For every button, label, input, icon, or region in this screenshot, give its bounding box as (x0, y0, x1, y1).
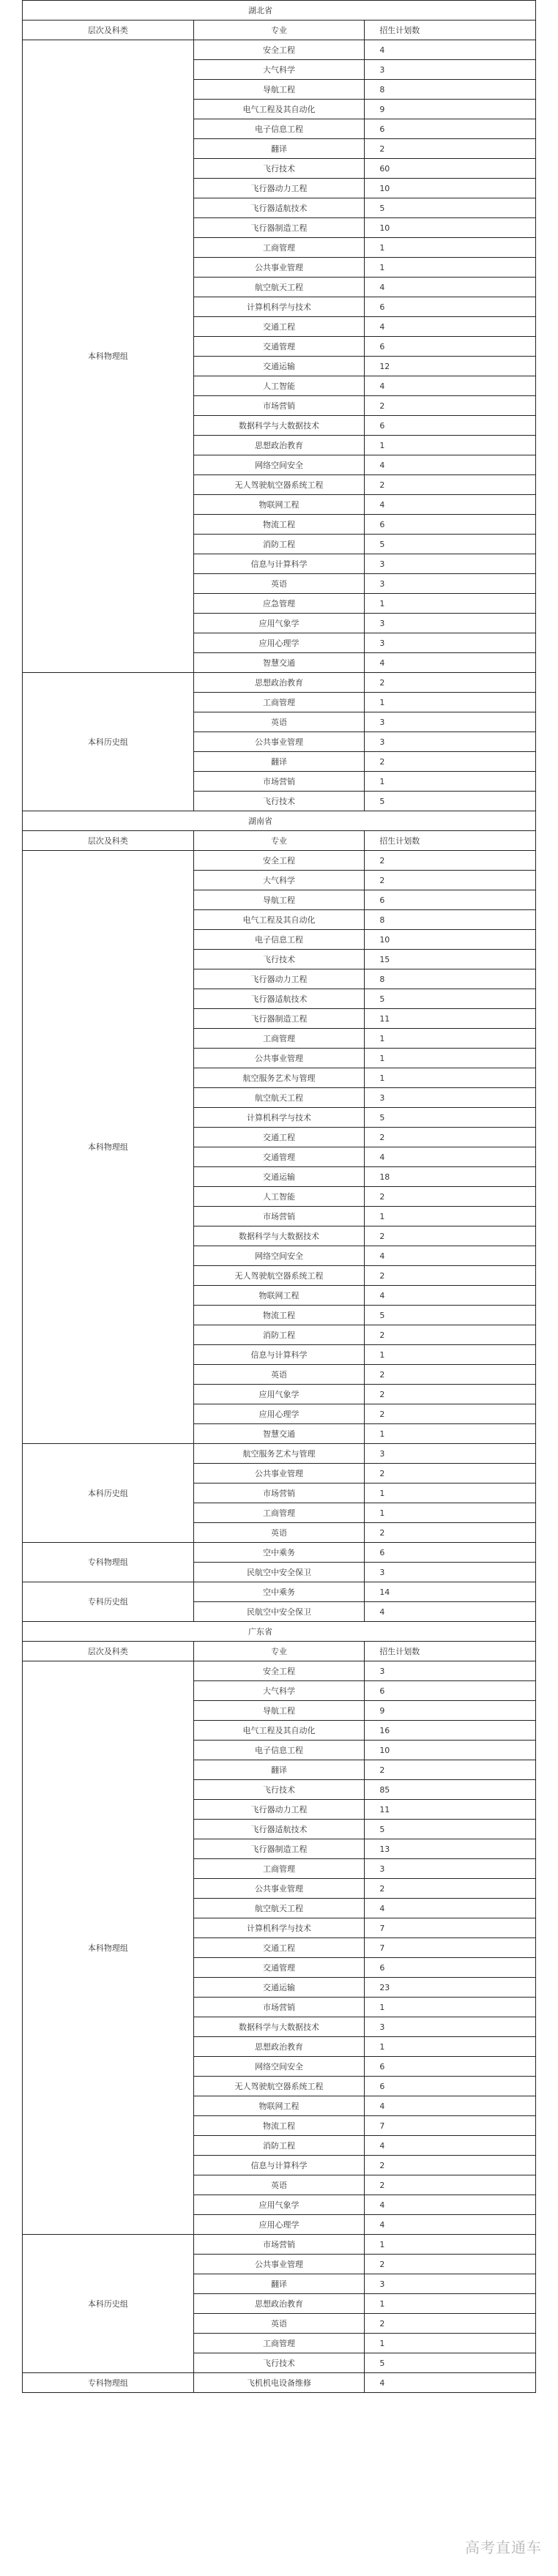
plan-count-cell: 5 (365, 2353, 536, 2373)
major-cell: 物流工程 (193, 1306, 365, 1325)
major-cell: 飞行器适航技术 (193, 1820, 365, 1839)
plan-count-cell: 5 (365, 792, 536, 811)
major-cell: 翻译 (193, 1760, 365, 1780)
major-cell: 工商管理 (193, 238, 365, 258)
plan-count-cell: 18 (365, 1167, 536, 1187)
major-cell: 飞行器适航技术 (193, 198, 365, 218)
plan-count-cell: 23 (365, 1978, 536, 1998)
major-cell: 导航工程 (193, 80, 365, 100)
major-cell: 安全工程 (193, 1661, 365, 1681)
plan-count-cell: 8 (365, 969, 536, 989)
major-cell: 大气科学 (193, 1681, 365, 1701)
plan-count-cell: 2 (365, 1523, 536, 1543)
header-plan: 招生计划数 (365, 1642, 536, 1661)
major-cell: 航空服务艺术与管理 (193, 1444, 365, 1464)
major-cell: 人工智能 (193, 1187, 365, 1207)
header-major: 专业 (193, 831, 365, 851)
header-plan: 招生计划数 (365, 831, 536, 851)
major-cell: 数据科学与大数据技术 (193, 416, 365, 436)
major-cell: 翻译 (193, 2274, 365, 2294)
major-cell: 数据科学与大数据技术 (193, 1226, 365, 1246)
major-cell: 电子信息工程 (193, 930, 365, 950)
table-row (23, 851, 536, 871)
major-cell: 思想政治教育 (193, 2294, 365, 2314)
major-cell: 应用气象学 (193, 2195, 365, 2215)
plan-count-cell: 3 (365, 1661, 536, 1681)
header-level: 层次及科类 (23, 1642, 194, 1661)
plan-count-cell: 2 (365, 1325, 536, 1345)
plan-count-cell: 6 (365, 416, 536, 436)
level-cell: 本科物理组 (23, 851, 194, 1444)
major-cell: 飞行器制造工程 (193, 218, 365, 238)
header-plan: 招生计划数 (365, 21, 536, 40)
plan-count-cell: 1 (365, 1503, 536, 1523)
major-cell: 航空航天工程 (193, 1088, 365, 1108)
major-cell: 英语 (193, 574, 365, 594)
table-row (23, 1444, 536, 1464)
plan-count-cell: 7 (365, 1918, 536, 1938)
plan-count-cell: 1 (365, 594, 536, 614)
major-cell: 物联网工程 (193, 2096, 365, 2116)
plan-count-cell: 3 (365, 614, 536, 633)
plan-count-cell: 11 (365, 1800, 536, 1820)
major-cell: 应用心理学 (193, 633, 365, 653)
province-title: 湖南省 (23, 811, 536, 831)
plan-count-cell: 4 (365, 2373, 536, 2393)
plan-count-cell: 4 (365, 653, 536, 673)
major-cell: 消防工程 (193, 1325, 365, 1345)
major-cell: 应用心理学 (193, 2215, 365, 2235)
table-row (23, 2235, 536, 2255)
plan-count-cell: 2 (365, 1404, 536, 1424)
plan-count-cell: 2 (365, 1879, 536, 1899)
plan-count-cell: 4 (365, 2096, 536, 2116)
major-cell: 公共事业管理 (193, 732, 365, 752)
major-cell: 物联网工程 (193, 1286, 365, 1306)
major-cell: 电气工程及其自动化 (193, 100, 365, 119)
major-cell: 应用气象学 (193, 614, 365, 633)
major-cell: 公共事业管理 (193, 1464, 365, 1484)
plan-count-cell: 4 (365, 455, 536, 475)
major-cell: 飞行器适航技术 (193, 989, 365, 1009)
major-cell: 交通运输 (193, 1978, 365, 1998)
province-title-row (23, 1, 536, 21)
table-row (23, 40, 536, 60)
plan-count-cell: 10 (365, 179, 536, 198)
major-cell: 安全工程 (193, 851, 365, 871)
plan-count-cell: 2 (365, 1760, 536, 1780)
major-cell: 交通工程 (193, 1128, 365, 1147)
major-cell: 电子信息工程 (193, 1741, 365, 1760)
province-title-row (23, 811, 536, 831)
major-cell: 英语 (193, 2175, 365, 2195)
plan-count-cell: 4 (365, 2195, 536, 2215)
plan-count-cell: 2 (365, 2255, 536, 2274)
major-cell: 飞行技术 (193, 2353, 365, 2373)
level-cell: 专科物理组 (23, 2373, 194, 2393)
major-cell: 飞行技术 (193, 950, 365, 969)
header-major: 专业 (193, 1642, 365, 1661)
plan-count-cell: 1 (365, 1484, 536, 1503)
plan-count-cell: 2 (365, 139, 536, 159)
plan-count-cell: 4 (365, 1147, 536, 1167)
plan-count-cell: 4 (365, 1286, 536, 1306)
plan-count-cell: 4 (365, 317, 536, 337)
table-row (23, 1661, 536, 1681)
plan-count-cell: 6 (365, 1543, 536, 1563)
plan-count-cell: 6 (365, 1958, 536, 1978)
plan-count-cell: 4 (365, 2136, 536, 2156)
major-cell: 公共事业管理 (193, 1049, 365, 1068)
major-cell: 信息与计算科学 (193, 554, 365, 574)
plan-count-cell: 5 (365, 198, 536, 218)
plan-count-cell: 3 (365, 554, 536, 574)
plan-count-cell: 1 (365, 693, 536, 712)
major-cell: 公共事业管理 (193, 2255, 365, 2274)
plan-count-cell: 1 (365, 2037, 536, 2057)
plan-count-cell: 5 (365, 1108, 536, 1128)
plan-count-cell: 1 (365, 1068, 536, 1088)
major-cell: 英语 (193, 1523, 365, 1543)
plan-count-cell: 1 (365, 1345, 536, 1365)
major-cell: 翻译 (193, 139, 365, 159)
plan-count-cell: 8 (365, 910, 536, 930)
province-title: 湖北省 (23, 1, 536, 21)
major-cell: 导航工程 (193, 1701, 365, 1721)
plan-count-cell: 4 (365, 1246, 536, 1266)
plan-count-cell: 3 (365, 1444, 536, 1464)
major-cell: 民航空中安全保卫 (193, 1563, 365, 1582)
major-cell: 网络空间安全 (193, 1246, 365, 1266)
plan-count-cell: 6 (365, 515, 536, 535)
major-cell: 消防工程 (193, 535, 365, 554)
major-cell: 英语 (193, 1365, 365, 1385)
plan-count-cell: 6 (365, 297, 536, 317)
level-cell: 本科历史组 (23, 673, 194, 811)
major-cell: 信息与计算科学 (193, 1345, 365, 1365)
major-cell: 电子信息工程 (193, 119, 365, 139)
major-cell: 智慧交通 (193, 653, 365, 673)
major-cell: 电气工程及其自动化 (193, 1721, 365, 1741)
major-cell: 公共事业管理 (193, 1879, 365, 1899)
major-cell: 智慧交通 (193, 1424, 365, 1444)
major-cell: 市场营销 (193, 1207, 365, 1226)
major-cell: 飞行技术 (193, 792, 365, 811)
admission-plan-document (22, 0, 536, 2393)
plan-count-cell: 1 (365, 1998, 536, 2017)
plan-count-cell: 3 (365, 574, 536, 594)
major-cell: 市场营销 (193, 396, 365, 416)
major-cell: 工商管理 (193, 693, 365, 712)
major-cell: 公共事业管理 (193, 258, 365, 278)
major-cell: 无人驾驶航空器系统工程 (193, 1266, 365, 1286)
plan-count-cell: 1 (365, 2235, 536, 2255)
plan-count-cell: 2 (365, 1385, 536, 1404)
plan-count-cell: 6 (365, 119, 536, 139)
plan-count-cell: 1 (365, 1424, 536, 1444)
major-cell: 导航工程 (193, 890, 365, 910)
header-major: 专业 (193, 21, 365, 40)
level-cell: 本科历史组 (23, 1444, 194, 1543)
major-cell: 市场营销 (193, 2235, 365, 2255)
plan-count-cell: 10 (365, 1741, 536, 1760)
plan-count-cell: 6 (365, 1681, 536, 1701)
plan-count-cell: 3 (365, 732, 536, 752)
major-cell: 计算机科学与技术 (193, 1918, 365, 1938)
major-cell: 计算机科学与技术 (193, 297, 365, 317)
header-row (23, 21, 536, 40)
plan-count-cell: 11 (365, 1009, 536, 1029)
plan-count-cell: 3 (365, 2017, 536, 2037)
plan-count-cell: 5 (365, 535, 536, 554)
plan-count-cell: 2 (365, 2156, 536, 2175)
major-cell: 航空航天工程 (193, 278, 365, 297)
header-level: 层次及科类 (23, 21, 194, 40)
plan-count-cell: 4 (365, 1899, 536, 1918)
major-cell: 工商管理 (193, 1859, 365, 1879)
major-cell: 思想政治教育 (193, 673, 365, 693)
level-cell: 专科历史组 (23, 1582, 194, 1622)
level-cell: 本科物理组 (23, 1661, 194, 2235)
level-cell: 本科历史组 (23, 2235, 194, 2373)
plan-count-cell: 9 (365, 100, 536, 119)
plan-count-cell: 1 (365, 258, 536, 278)
plan-count-cell: 5 (365, 1820, 536, 1839)
plan-count-cell: 2 (365, 871, 536, 890)
plan-count-cell: 4 (365, 376, 536, 396)
major-cell: 飞行器动力工程 (193, 179, 365, 198)
plan-count-cell: 8 (365, 80, 536, 100)
major-cell: 应用心理学 (193, 1404, 365, 1424)
major-cell: 交通工程 (193, 317, 365, 337)
major-cell: 思想政治教育 (193, 2037, 365, 2057)
plan-count-cell: 3 (365, 633, 536, 653)
major-cell: 人工智能 (193, 376, 365, 396)
plan-count-cell: 2 (365, 396, 536, 416)
table-row (23, 2373, 536, 2393)
major-cell: 交通运输 (193, 1167, 365, 1187)
plan-count-cell: 3 (365, 1563, 536, 1582)
watermark: 高考直通车 (465, 2539, 542, 2556)
plan-count-cell: 60 (365, 159, 536, 179)
plan-count-cell: 2 (365, 2314, 536, 2334)
plan-count-cell: 9 (365, 1701, 536, 1721)
plan-count-cell: 3 (365, 2274, 536, 2294)
plan-count-cell: 7 (365, 2116, 536, 2136)
plan-count-cell: 1 (365, 772, 536, 792)
plan-count-cell: 4 (365, 278, 536, 297)
major-cell: 英语 (193, 2314, 365, 2334)
major-cell: 数据科学与大数据技术 (193, 2017, 365, 2037)
major-cell: 应急管理 (193, 594, 365, 614)
major-cell: 应用气象学 (193, 1385, 365, 1404)
plan-count-cell: 1 (365, 238, 536, 258)
plan-count-cell: 10 (365, 218, 536, 238)
plan-count-cell: 14 (365, 1582, 536, 1602)
plan-count-cell: 1 (365, 1049, 536, 1068)
major-cell: 民航空中安全保卫 (193, 1602, 365, 1622)
plan-count-cell: 13 (365, 1839, 536, 1859)
major-cell: 大气科学 (193, 871, 365, 890)
province-title-row (23, 1622, 536, 1642)
plan-count-cell: 16 (365, 1721, 536, 1741)
level-cell: 本科物理组 (23, 40, 194, 673)
major-cell: 无人驾驶航空器系统工程 (193, 2077, 365, 2096)
major-cell: 航空航天工程 (193, 1899, 365, 1918)
level-cell: 专科物理组 (23, 1543, 194, 1582)
major-cell: 飞行器动力工程 (193, 969, 365, 989)
plan-count-cell: 5 (365, 1306, 536, 1325)
plan-count-cell: 6 (365, 2077, 536, 2096)
plan-count-cell: 4 (365, 40, 536, 60)
plan-count-cell: 4 (365, 495, 536, 515)
plan-count-cell: 2 (365, 851, 536, 871)
table-row (23, 1582, 536, 1602)
major-cell: 市场营销 (193, 1998, 365, 2017)
major-cell: 飞行器制造工程 (193, 1009, 365, 1029)
major-cell: 计算机科学与技术 (193, 1108, 365, 1128)
major-cell: 物流工程 (193, 515, 365, 535)
major-cell: 交通管理 (193, 337, 365, 357)
plan-count-cell: 2 (365, 1187, 536, 1207)
major-cell: 空中乘务 (193, 1543, 365, 1563)
plan-count-cell: 2 (365, 475, 536, 495)
province-title: 广东省 (23, 1622, 536, 1642)
plan-count-cell: 1 (365, 1029, 536, 1049)
plan-count-cell: 2 (365, 2175, 536, 2195)
plan-count-cell: 4 (365, 2215, 536, 2235)
major-cell: 工商管理 (193, 1503, 365, 1523)
major-cell: 消防工程 (193, 2136, 365, 2156)
major-cell: 大气科学 (193, 60, 365, 80)
plan-count-cell: 3 (365, 712, 536, 732)
major-cell: 安全工程 (193, 40, 365, 60)
major-cell: 航空服务艺术与管理 (193, 1068, 365, 1088)
major-cell: 飞行器制造工程 (193, 1839, 365, 1859)
major-cell: 工商管理 (193, 1029, 365, 1049)
major-cell: 飞机机电设备维修 (193, 2373, 365, 2393)
plan-count-cell: 5 (365, 989, 536, 1009)
major-cell: 电气工程及其自动化 (193, 910, 365, 930)
plan-count-cell: 2 (365, 752, 536, 772)
plan-count-cell: 6 (365, 890, 536, 910)
major-cell: 网络空间安全 (193, 2057, 365, 2077)
plan-count-cell: 10 (365, 930, 536, 950)
major-cell: 思想政治教育 (193, 436, 365, 455)
major-cell: 无人驾驶航空器系统工程 (193, 475, 365, 495)
plan-count-cell: 1 (365, 1207, 536, 1226)
plan-count-cell: 12 (365, 357, 536, 376)
plan-count-cell: 6 (365, 2057, 536, 2077)
major-cell: 网络空间安全 (193, 455, 365, 475)
major-cell: 交通管理 (193, 1958, 365, 1978)
admission-plan-table (22, 0, 536, 2393)
major-cell: 飞行技术 (193, 159, 365, 179)
major-cell: 信息与计算科学 (193, 2156, 365, 2175)
plan-count-cell: 1 (365, 2334, 536, 2353)
header-row (23, 831, 536, 851)
plan-count-cell: 2 (365, 1464, 536, 1484)
table-row (23, 1543, 536, 1563)
major-cell: 英语 (193, 712, 365, 732)
plan-count-cell: 2 (365, 1226, 536, 1246)
major-cell: 翻译 (193, 752, 365, 772)
plan-count-cell: 1 (365, 2294, 536, 2314)
major-cell: 空中乘务 (193, 1582, 365, 1602)
plan-count-cell: 3 (365, 60, 536, 80)
plan-count-cell: 7 (365, 1938, 536, 1958)
major-cell: 飞行器动力工程 (193, 1800, 365, 1820)
major-cell: 交通管理 (193, 1147, 365, 1167)
plan-count-cell: 4 (365, 1602, 536, 1622)
plan-count-cell: 6 (365, 337, 536, 357)
plan-count-cell: 3 (365, 1088, 536, 1108)
table-row (23, 673, 536, 693)
header-level: 层次及科类 (23, 831, 194, 851)
major-cell: 飞行技术 (193, 1780, 365, 1800)
plan-count-cell: 2 (365, 673, 536, 693)
major-cell: 物流工程 (193, 2116, 365, 2136)
header-row (23, 1642, 536, 1661)
major-cell: 交通工程 (193, 1938, 365, 1958)
major-cell: 市场营销 (193, 1484, 365, 1503)
plan-count-cell: 2 (365, 1365, 536, 1385)
plan-count-cell: 2 (365, 1128, 536, 1147)
plan-count-cell: 15 (365, 950, 536, 969)
plan-count-cell: 1 (365, 436, 536, 455)
major-cell: 物联网工程 (193, 495, 365, 515)
plan-count-cell: 3 (365, 1859, 536, 1879)
plan-count-cell: 85 (365, 1780, 536, 1800)
major-cell: 工商管理 (193, 2334, 365, 2353)
major-cell: 市场营销 (193, 772, 365, 792)
plan-count-cell: 2 (365, 1266, 536, 1286)
major-cell: 交通运输 (193, 357, 365, 376)
